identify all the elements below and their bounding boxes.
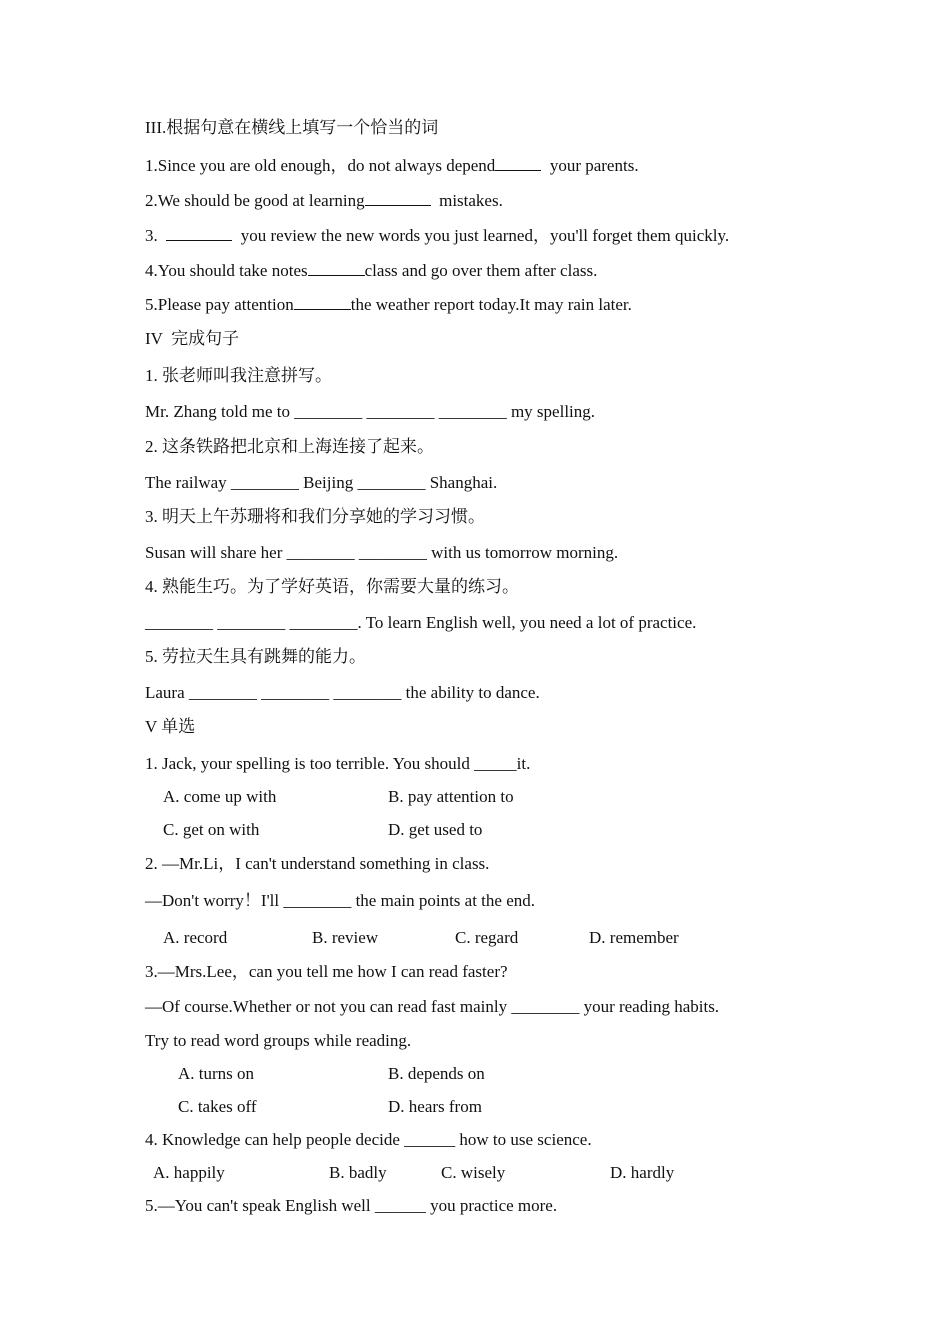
sec3-question-4 [145,261,597,281]
sec5-q1-stem: 1. Jack, your spelling is too terrible. You should _____it. [145,754,531,773]
sec5-q4-option-d[interactable]: D. hardly [610,1163,675,1182]
answer-blank[interactable] [495,156,541,171]
section-3-heading: III.根据句意在横线上填写一个恰当的词 [145,118,439,137]
sec4-q1-chinese: 1. 张老师叫我注意拼写。 [145,366,332,385]
sec3-q4-text-a: 4.You should take notes [145,261,308,280]
sec5-q4-option-b[interactable]: B. badly [329,1163,387,1182]
sec3-q2-text-a: 2.We should be good at learning [145,191,365,210]
sec5-q1-option-a[interactable]: A. come up with [163,787,277,806]
sec4-q3-chinese: 3. 明天上午苏珊将和我们分享她的学习习惯。 [145,507,485,526]
sec3-question-1 [145,156,639,176]
sec5-q4-stem: 4. Knowledge can help people decide ______ how to use science. [145,1130,592,1149]
answer-blank[interactable] [365,191,431,206]
sec5-q1-option-c[interactable]: C. get on with [163,820,260,839]
answer-blank[interactable] [294,295,351,310]
sec3-q1-text-a: 1.Since you are old enough，do not always depend [145,156,496,175]
sec5-q3-option-c[interactable]: C. takes off [178,1097,257,1116]
sec3-q5-text-a: 5.Please pay attention [145,295,294,314]
sec3-q1-text-b: your parents. [549,156,639,175]
sec5-q3-stem-b: —Of course.Whether or not you can read fast mainly ________ your reading habits. [145,997,720,1016]
sec5-q1-option-b[interactable]: B. pay attention to [388,787,514,806]
sec5-q5-stem: 5.—You can't speak English well ______ you practice more. [145,1196,558,1215]
sec5-q4-option-c[interactable]: C. wisely [441,1163,506,1182]
sec3-q2-text-b: mistakes. [439,191,503,210]
sec5-q1-option-d[interactable]: D. get used to [388,820,483,839]
answer-blank[interactable] [166,226,232,241]
sec5-q2-stem-b: —Don't worry！I'll ________ the main points at the end. [145,891,535,910]
sec5-q4-option-a[interactable]: A. happily [153,1163,225,1182]
sec5-q3-stem-c: Try to read word groups while reading. [145,1031,412,1050]
sec4-q1-english: Mr. Zhang told me to ________ ________ ________ my spelling. [145,402,596,421]
sec5-q3-option-d[interactable]: D. hears from [388,1097,482,1116]
sec5-q2-option-b[interactable]: B. review [312,928,379,947]
sec5-q2-option-d[interactable]: D. remember [589,928,679,947]
sec5-q3-stem-a: 3.—Mrs.Lee，can you tell me how I can read faster? [145,962,508,981]
sec4-q5-chinese: 5. 劳拉天生具有跳舞的能力。 [145,647,366,666]
sec4-q2-english: The railway ________ Beijing ________ Shanghai. [145,473,498,492]
sec3-question-2 [145,191,503,211]
answer-blank[interactable] [308,261,365,276]
section-4-heading: IV 完成句子 [145,329,240,348]
section-5-heading: V 单选 [145,717,196,736]
sec3-q3-text-a: 3. [145,226,158,245]
sec4-q2-chinese: 2. 这条铁路把北京和上海连接了起来。 [145,437,434,456]
sec5-q3-option-a[interactable]: A. turns on [178,1064,255,1083]
sec4-q4-chinese: 4. 熟能生巧。为了学好英语，你需要大量的练习。 [145,577,519,596]
sec3-q5-text-b: the weather report today.It may rain later. [350,295,632,314]
sec4-q3-english: Susan will share her ________ ________ with us tomorrow morning. [145,543,619,562]
sec5-q2-stem-a: 2. —Mr.Li，I can't understand something in class. [145,854,490,873]
sec3-question-5 [145,295,632,315]
sec5-q2-option-a[interactable]: A. record [163,928,228,947]
sec4-q4-english: ________ ________ ________. To learn English well, you need a lot of practice. [145,613,697,632]
sec3-q3-text-b: you review the new words you just learned，you'll forget them quickly. [240,226,730,245]
sec3-question-3 [145,226,729,246]
sec5-q3-option-b[interactable]: B. depends on [388,1064,485,1083]
sec4-q5-english: Laura ________ ________ ________ the ability to dance. [145,683,540,702]
sec3-q4-text-b: class and go over them after class. [364,261,598,280]
sec5-q2-option-c[interactable]: C. regard [455,928,519,947]
